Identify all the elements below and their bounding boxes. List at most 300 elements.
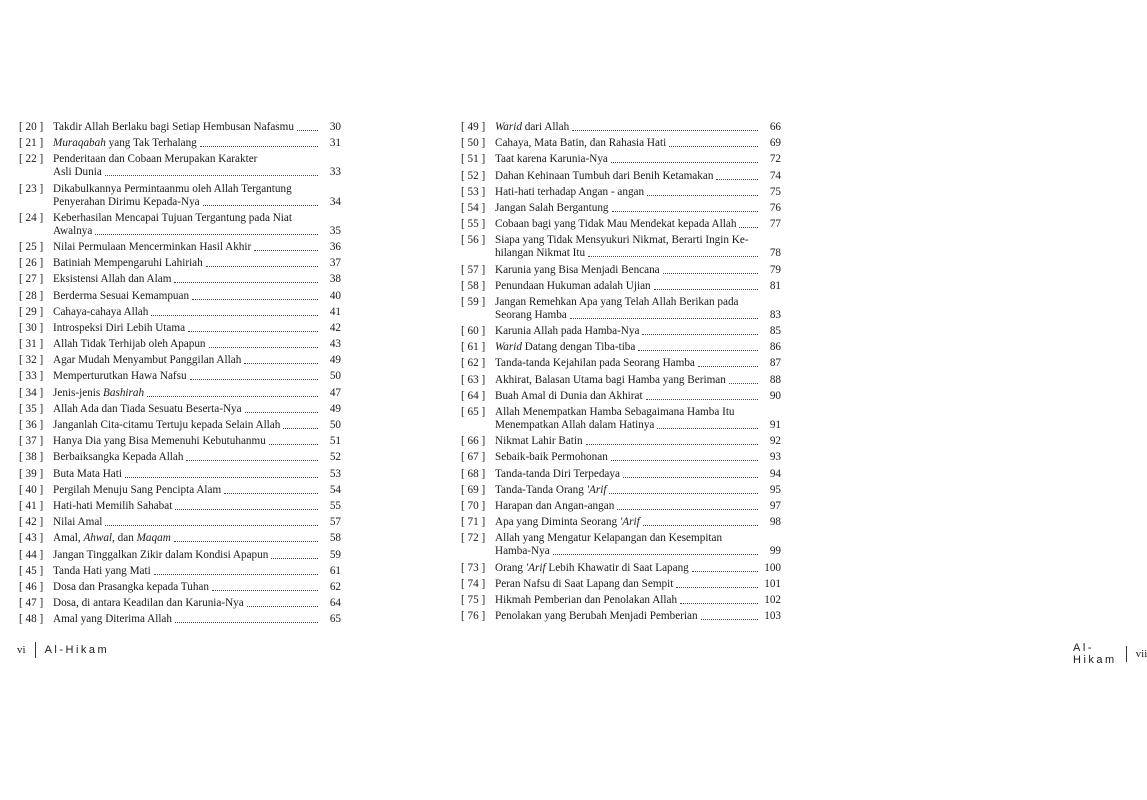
entry-title [53, 516, 321, 529]
entry-page-number: 59 [329, 548, 341, 561]
entry-number: [ 65 ] [461, 406, 486, 418]
entry-title-part: Muraqabah [53, 137, 106, 150]
entry-title-line2 [53, 196, 321, 209]
entry-page-number: 103 [764, 610, 781, 623]
entry-title-part: Hati-hati terhadap Angan - angan [495, 185, 645, 198]
entry-title-part: Apa yang Diminta Seorang [495, 516, 620, 529]
entry-title-part: Keberhasilan Mencapai Tujuan Tergantung pada Niat [53, 211, 292, 224]
toc-entry [461, 153, 781, 166]
dot-leader [647, 195, 758, 196]
entry-title-text [53, 581, 209, 594]
dot-leader [657, 428, 758, 429]
entry-title [53, 183, 321, 209]
toc-entry [19, 597, 341, 610]
entry-title [53, 387, 321, 400]
entry-number: [ 46 ] [19, 580, 44, 593]
toc-entry [19, 241, 341, 254]
toc-entry [461, 186, 781, 199]
entry-title-part: Jangan Salah Bergantung [495, 201, 609, 214]
page-number: vii [1135, 648, 1147, 660]
dot-leader [175, 509, 318, 510]
dot-leader [716, 179, 758, 180]
entry-title-text [53, 290, 189, 303]
entry-page-number: 33 [329, 166, 341, 179]
entry-title-part: Janganlah Cita-citamu Tertuju kepada Selain Allah [53, 419, 281, 431]
entry-number: [ 41 ] [19, 499, 44, 512]
entry-title-part: Harapan dan Angan-angan [495, 499, 615, 512]
dot-leader [701, 619, 758, 620]
entry-title [495, 435, 761, 448]
dot-leader [174, 541, 318, 542]
toc-entry [19, 121, 341, 134]
page-footer-right [1073, 642, 1147, 666]
toc-entry [461, 218, 781, 231]
entry-title-part: Allah Ada dan Tiada Sesuatu Beserta-Nya [53, 402, 242, 415]
toc-entry [19, 484, 341, 497]
entry-title-part: Lebih Khawatir di Saat Lapang [545, 561, 689, 574]
entry-number: [ 60 ] [461, 325, 486, 338]
dot-leader [203, 205, 318, 206]
dot-leader [212, 590, 318, 591]
entry-title [495, 325, 761, 338]
entry-title [495, 121, 761, 134]
entry-title-line1 [495, 406, 761, 419]
entry-title-part: Cahaya, Mata Batin, dan Rahasia Hati [495, 137, 667, 150]
dot-leader [151, 315, 318, 316]
toc-entry [19, 306, 341, 319]
entry-number: [ 49 ] [461, 121, 486, 133]
entry-title-part: Hanya Dia yang Bisa Memenuhi Kebutuhanmu [53, 435, 266, 448]
entry-title [495, 374, 761, 387]
toc-entry [461, 357, 781, 370]
entry-title [53, 484, 321, 497]
toc-entry [461, 325, 781, 338]
entry-number: [ 47 ] [19, 597, 44, 610]
entry-title [53, 532, 321, 545]
dot-leader [692, 571, 758, 572]
dot-leader [570, 318, 758, 319]
entry-title-part: Tanda-Tanda Orang [495, 483, 587, 496]
entry-title [53, 370, 321, 383]
dot-leader [186, 460, 318, 461]
toc-entry [19, 257, 341, 270]
dot-leader [147, 396, 318, 397]
entry-title [495, 500, 761, 513]
entry-title-text [53, 273, 171, 286]
entry-page-number: 66 [769, 121, 781, 133]
toc-entry [19, 322, 341, 335]
entry-title [53, 419, 321, 432]
entry-page-number: 34 [329, 195, 341, 208]
entry-number: [ 34 ] [19, 386, 44, 399]
toc-entry [19, 212, 341, 238]
toc-entry [19, 581, 341, 594]
entry-page-number: 31 [329, 137, 341, 150]
entry-title-text [53, 484, 221, 497]
entry-title [53, 322, 321, 335]
entry-title [53, 257, 321, 270]
toc-entry [19, 403, 341, 416]
entry-title-part: Nilai Permulaan Mencerminkan Hasil Akhir [53, 240, 252, 253]
entry-title-text [495, 484, 606, 497]
entry-title [495, 264, 761, 277]
entry-title-part: , dan [112, 532, 137, 545]
dot-leader [209, 347, 318, 348]
entry-number: [ 36 ] [19, 419, 44, 431]
entry-page-number: 47 [329, 386, 341, 399]
entry-title-part: Tanda-tanda Diri Terpedaya [495, 467, 620, 480]
entry-number: [ 35 ] [19, 402, 44, 415]
entry-page-number: 98 [769, 516, 781, 529]
entry-number: [ 27 ] [19, 273, 44, 286]
entry-title-line2 [495, 419, 761, 432]
entry-title [53, 153, 321, 179]
dot-leader [642, 334, 758, 335]
entry-title-text [495, 578, 673, 591]
entry-title-part: Tanda Hati yang Mati [53, 564, 151, 577]
entry-number: [ 42 ] [19, 516, 44, 529]
entry-title [495, 484, 761, 497]
entry-number: [ 69 ] [461, 483, 486, 496]
toc-entry [461, 341, 781, 354]
entry-page-number: 41 [329, 305, 341, 318]
entry-number: [ 66 ] [461, 435, 486, 448]
toc-entry [461, 500, 781, 513]
entry-title-part: Dosa, di antara Keadilan dan Karunia-Nya [53, 597, 244, 610]
entry-title-text [53, 435, 266, 448]
entry-number: [ 67 ] [461, 451, 486, 464]
entry-page-number: 75 [769, 185, 781, 198]
dot-leader [188, 331, 318, 332]
entry-title-text [495, 610, 698, 623]
entry-title [495, 532, 761, 558]
entry-title-part: Tanda-tanda Kejahilan pada Seorang Hamba [495, 357, 695, 370]
dot-leader [643, 525, 758, 526]
entry-title-line1 [53, 183, 321, 196]
entry-title [495, 186, 761, 199]
entry-title-part: Buah Amal di Dunia dan Akhirat [495, 389, 643, 402]
entry-title-part: Bashirah [103, 386, 145, 399]
toc-entry [19, 549, 341, 562]
entry-title-part: Siapa yang Tidak Mensyukuri Nikmat, Berarti Ingin Ke- [495, 234, 749, 247]
entry-title [495, 357, 761, 370]
entry-title [53, 468, 321, 481]
entry-number: [ 20 ] [19, 121, 44, 133]
entry-title-part: Amal yang Diterima Allah [53, 613, 172, 626]
entry-title-line1 [53, 153, 321, 166]
entry-title-part: Allah Menempatkan Hamba Sebagaimana Hamba Itu [495, 406, 735, 418]
entry-title [53, 403, 321, 416]
entry-number: [ 24 ] [19, 211, 44, 224]
entry-title-line1 [495, 234, 761, 247]
entry-title [495, 218, 761, 231]
entry-page-number: 81 [769, 279, 781, 292]
entry-number: [ 39 ] [19, 467, 44, 480]
toc-entry [461, 280, 781, 293]
dot-leader [283, 428, 318, 429]
left-page [0, 0, 400, 800]
entry-title-text [53, 613, 172, 626]
entry-title [495, 341, 761, 354]
dot-leader [95, 234, 318, 235]
entry-title [495, 516, 761, 529]
dot-leader [224, 493, 318, 494]
entry-number: [ 25 ] [19, 240, 44, 253]
entry-title-part: Berbaiksangka Kepada Allah [53, 451, 184, 464]
toc-entry [461, 202, 781, 215]
entry-page-number: 93 [769, 451, 781, 464]
entry-title-cont: Penyerahan Dirimu Kepada-Nya [53, 195, 200, 208]
entry-title [495, 296, 761, 322]
toc-entry [461, 121, 781, 134]
dot-leader [646, 399, 758, 400]
entry-title [53, 613, 321, 626]
toc-entry [461, 435, 781, 448]
entry-title-part: Warid [495, 341, 522, 354]
entry-page-number: 78 [769, 247, 781, 260]
entry-number: [ 33 ] [19, 370, 44, 383]
entry-number: [ 48 ] [19, 613, 44, 626]
entry-number: [ 22 ] [19, 153, 44, 166]
entry-title-line2 [495, 309, 761, 322]
table-of-contents-right [461, 121, 781, 626]
entry-number: [ 63 ] [461, 373, 486, 386]
entry-title-text [53, 419, 280, 432]
entry-number: [ 61 ] [461, 341, 486, 354]
entry-title-cont: Menempatkan Allah dalam Hatinya [495, 419, 655, 431]
entry-page-number: 88 [769, 373, 781, 386]
entry-page-number: 58 [329, 532, 341, 545]
entry-title-part: Sebaik-baik Permohonan [495, 451, 608, 464]
entry-number: [ 53 ] [461, 185, 486, 198]
entry-title [53, 581, 321, 594]
entry-title-part: 'Arif [525, 561, 546, 574]
entry-page-number: 49 [329, 354, 341, 367]
entry-number: [ 23 ] [19, 182, 44, 195]
entry-page-number: 61 [329, 564, 341, 577]
entry-title-part: Dikabulkannya Permintaanmu oleh Allah Tergantung [53, 182, 292, 195]
entry-page-number: 55 [329, 499, 341, 512]
entry-number: [ 54 ] [461, 201, 486, 214]
entry-page-number: 100 [764, 561, 781, 574]
entry-title-cont: Seorang Hamba [495, 308, 567, 321]
dot-leader [200, 146, 318, 147]
entry-title [53, 338, 321, 351]
toc-entry [461, 137, 781, 150]
entry-title-text [53, 549, 268, 562]
entry-title-part: Penolakan yang Berubah Menjadi Pemberian [495, 610, 698, 623]
toc-entry [461, 406, 781, 432]
entry-title-text [53, 500, 172, 513]
entry-number: [ 62 ] [461, 357, 486, 370]
entry-number: [ 71 ] [461, 516, 486, 529]
entry-page-number: 65 [329, 613, 341, 626]
entry-title-text [53, 597, 244, 610]
toc-entry [19, 500, 341, 513]
toc-entry [19, 451, 341, 464]
entry-number: [ 75 ] [461, 593, 486, 606]
entry-title-text [495, 468, 620, 481]
entry-number: [ 52 ] [461, 169, 486, 182]
entry-title-part: Allah Tidak Terhijab oleh Apapun [53, 338, 206, 351]
entry-title [495, 234, 761, 260]
entry-title-part: Hikmah Pemberian dan Penolakan Allah [495, 593, 678, 606]
toc-entry [461, 562, 781, 575]
dot-leader [154, 574, 318, 575]
dot-leader [553, 554, 758, 555]
book-title: Al-Hikam [44, 644, 110, 656]
entry-number: [ 44 ] [19, 548, 44, 561]
entry-number: [ 30 ] [19, 321, 44, 334]
entry-title-part: yang Tak Terhalang [105, 137, 197, 150]
toc-entry [461, 390, 781, 403]
entry-number: [ 73 ] [461, 561, 486, 574]
toc-entry [19, 613, 341, 626]
entry-title-text [495, 341, 635, 354]
entry-title-text [53, 370, 187, 383]
toc-entry [461, 374, 781, 387]
toc-entry [19, 338, 341, 351]
entry-page-number: 69 [769, 137, 781, 150]
toc-entry [19, 290, 341, 303]
entry-title-part: Eksistensi Allah dan Alam [53, 273, 172, 286]
entry-title-part: Penderitaan dan Cobaan Merupakan Karakter [53, 153, 258, 166]
entry-title-text [495, 451, 608, 464]
entry-number: [ 21 ] [19, 137, 44, 150]
dot-leader [105, 175, 318, 176]
entry-title [53, 212, 321, 238]
entry-title-part: Nikmat Lahir Batin [495, 435, 583, 448]
entry-title-text [495, 170, 713, 183]
entry-title-text [53, 532, 171, 545]
entry-page-number: 57 [329, 516, 341, 529]
toc-entry [19, 273, 341, 286]
dot-leader [245, 412, 318, 413]
toc-entry [19, 387, 341, 400]
entry-title-part: Cobaan bagi yang Tidak Mau Mendekat kepada Allah [495, 218, 737, 231]
dot-leader [192, 299, 318, 300]
entry-title-text [53, 565, 151, 578]
entry-number: [ 58 ] [461, 279, 486, 292]
entry-title [53, 241, 321, 254]
entry-title-text [53, 322, 185, 335]
dot-leader [247, 606, 318, 607]
entry-title-part: Nilai Amal [53, 516, 103, 529]
entry-title-text [53, 451, 183, 464]
entry-page-number: 30 [329, 121, 341, 133]
entry-title-part: Warid [495, 121, 522, 133]
entry-title-part: Pergilah Menuju Sang Pencipta Alam [53, 483, 222, 496]
entry-title-part: Allah yang Mengatur Kelapangan dan Kesempitan [495, 532, 723, 545]
entry-title [53, 273, 321, 286]
toc-entry [461, 594, 781, 607]
entry-page-number: 38 [329, 273, 341, 286]
dot-leader [254, 250, 318, 251]
dot-leader [698, 366, 758, 367]
entry-title-line1 [53, 212, 321, 225]
toc-entry [19, 153, 341, 179]
entry-title-line1 [495, 532, 761, 545]
entry-title [53, 306, 321, 319]
book-title: Al-Hikam [1073, 642, 1117, 666]
entry-title-part: Takdir Allah Berlaku bagi Setiap Hembusan Nafasmu [53, 121, 294, 133]
dot-leader [206, 266, 318, 267]
dot-leader [611, 460, 758, 461]
entry-title-part: Dosa dan Prasangka kepada Tuhan [53, 580, 209, 593]
entry-title-text [53, 257, 203, 270]
entry-number: [ 29 ] [19, 305, 44, 318]
toc-entry [461, 516, 781, 529]
entry-page-number: 72 [769, 153, 781, 166]
entry-title-text [495, 435, 583, 448]
entry-page-number: 92 [769, 435, 781, 448]
entry-title-part: Penundaan Hukuman adalah Ujian [495, 279, 651, 292]
entry-title-text [53, 241, 251, 254]
entry-page-number: 36 [329, 240, 341, 253]
entry-title-line2 [53, 166, 321, 179]
entry-page-number: 62 [329, 580, 341, 593]
entry-title-part: Jangan Remehkan Apa yang Telah Allah Berikan pada [495, 295, 739, 308]
dot-leader [175, 622, 318, 623]
entry-title-part: Datang dengan Tiba-tiba [521, 341, 636, 354]
entry-title [495, 468, 761, 481]
dot-leader [654, 289, 758, 290]
toc-entry [19, 532, 341, 545]
entry-title-part: Orang [495, 561, 526, 574]
entry-title-line1 [495, 296, 761, 309]
entry-page-number: 52 [329, 451, 341, 464]
dot-leader [623, 477, 758, 478]
dot-leader [588, 256, 758, 257]
entry-title [53, 565, 321, 578]
entry-title-part: Amal, [53, 532, 84, 545]
entry-title-text [495, 186, 644, 199]
toc-entry [19, 419, 341, 432]
toc-entry [19, 370, 341, 383]
dot-leader [739, 227, 758, 228]
entry-number: [ 38 ] [19, 451, 44, 464]
dot-leader [611, 162, 758, 163]
entry-title [53, 597, 321, 610]
entry-title-text [495, 594, 677, 607]
entry-title-part: Akhirat, Balasan Utama bagi Hamba yang Beriman [495, 373, 726, 386]
entry-title-text [53, 387, 144, 400]
dot-leader [271, 558, 318, 559]
entry-number: [ 76 ] [461, 610, 486, 623]
dot-leader [612, 211, 758, 212]
entry-number: [ 28 ] [19, 289, 44, 302]
entry-number: [ 64 ] [461, 389, 486, 402]
entry-title-part: Batiniah Mempengaruhi Lahiriah [53, 257, 203, 270]
entry-title-text [495, 153, 608, 166]
entry-page-number: 51 [329, 435, 341, 448]
entry-page-number: 76 [769, 201, 781, 214]
toc-entry [461, 234, 781, 260]
entry-page-number: 54 [329, 483, 341, 496]
entry-title-text [495, 202, 609, 215]
entry-title [495, 578, 761, 591]
entry-page-number: 43 [329, 338, 341, 351]
entry-title-part: Jenis-jenis [53, 386, 104, 399]
entry-title-text [495, 516, 640, 529]
entry-title-part: Taat karena Karunia-Nya [495, 153, 608, 166]
toc-entry [461, 484, 781, 497]
table-of-contents-left [19, 121, 341, 629]
entry-page-number: 101 [764, 577, 781, 590]
entry-title-part: 'Arif [586, 483, 607, 496]
entry-title-text [53, 516, 102, 529]
entry-number: [ 50 ] [461, 137, 486, 150]
